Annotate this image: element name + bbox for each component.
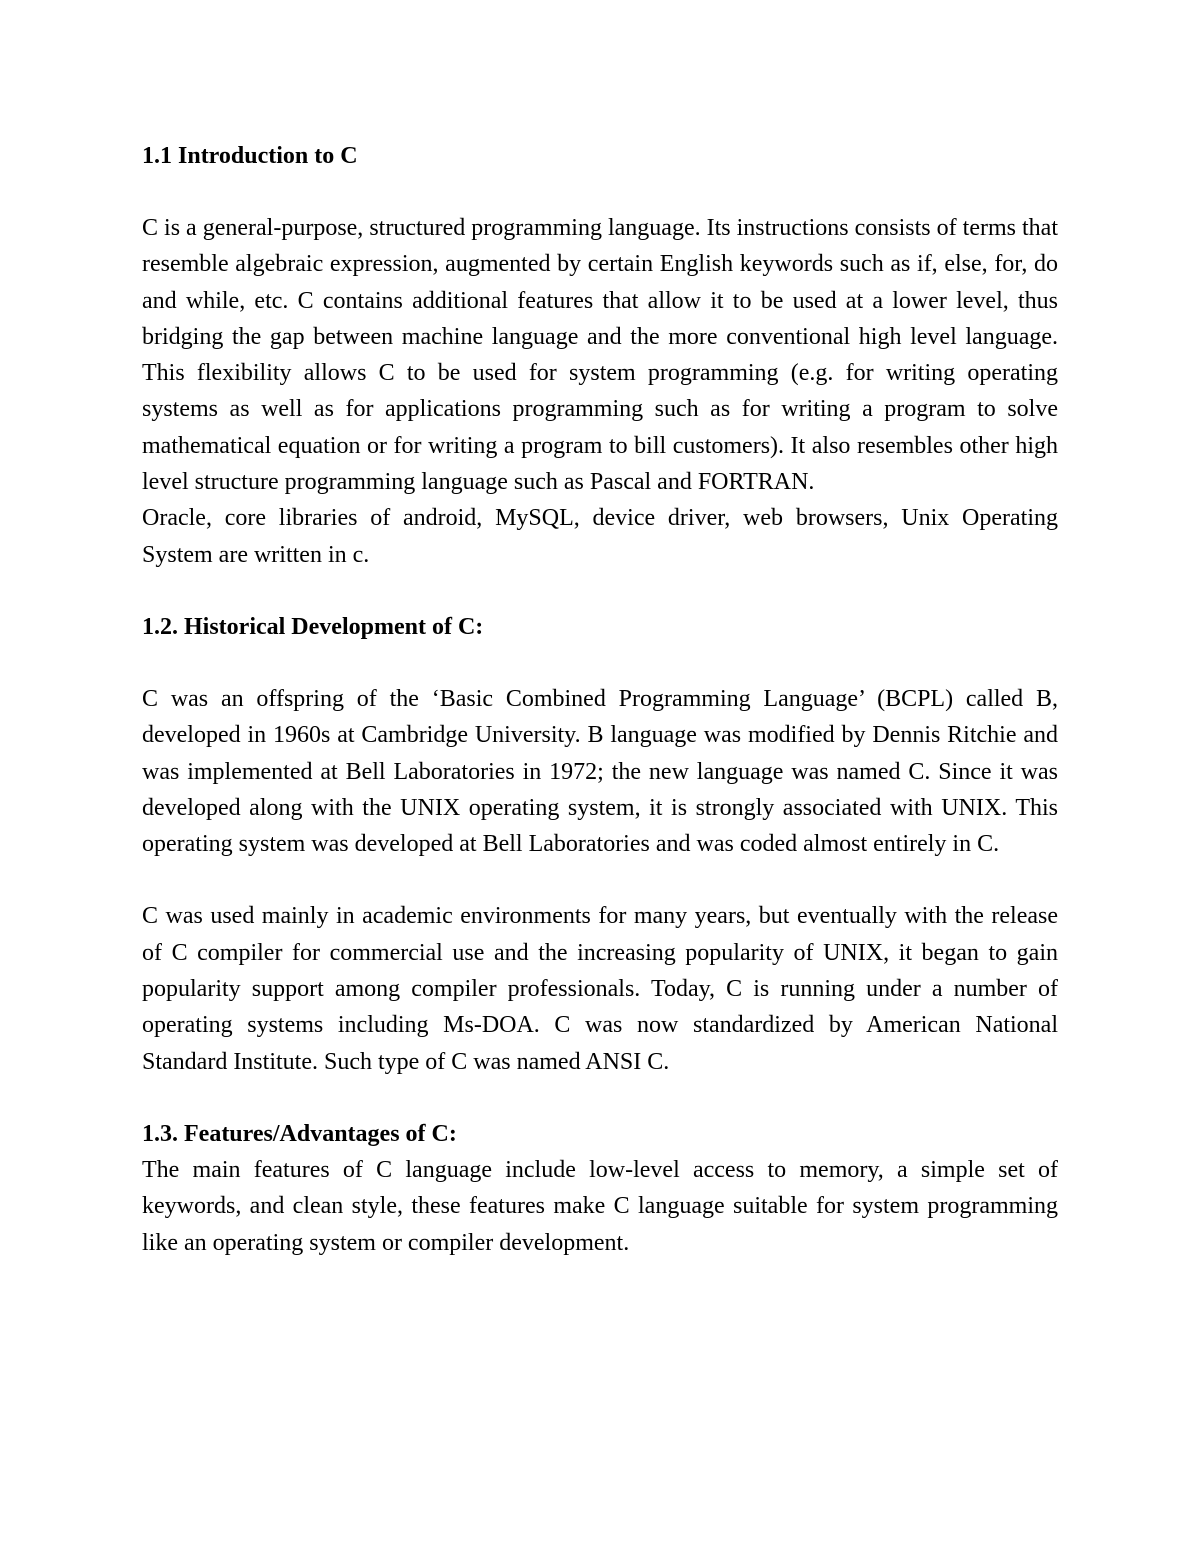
document-body bbox=[142, 138, 1058, 1261]
intro-paragraph-software: Oracle, core libraries of android, MySQL, device driver, web browsers, Unix Operating System are written in c. bbox=[142, 505, 1058, 568]
history-paragraph-ansi: C was used mainly in academic environments for many years, but eventually with the release of C compiler for commercial use and the increasing popularity of UNIX, it began to gain popularity support among compiler professionals. Today, C is running under a number of operating systems including Ms-DOA. C was now standardized by American National Standard Institute. Such type of C was named ANSI C. bbox=[142, 903, 1058, 1075]
history-paragraph: C was an offspring of the ‘Basic Combined Programming Language’ (BCPL) called B, developed in 1960s at Cambridge University. B language was modified by Dennis Ritchie and was implemented at Bell Laboratories in 1972; the new language was named C. Since it was developed along with the UNIX operating system, it is strongly associated with UNIX. This operating system was developed at Bell Laboratories and was coded almost entirely in C. bbox=[142, 685, 1058, 858]
features-paragraph: The main features of C language include low-level access to memory, a simple set of keywords, and clean style, these features make C language suitable for system programming like an operating system or compiler development. bbox=[142, 1156, 1058, 1256]
intro-paragraph: C is a general-purpose, structured programming language. Its instructions consists of terms that resemble algebraic expression, augmented by certain English keywords such as if, else, for, do and while, etc. C contains additional features that allow it to be used at a lower level, thus bridging the gap between machine language and the more conventional high level language. This flexibility allows C to be used for system programming (e.g. for writing operating systems as well as for applications programming such as for writing a program to solve mathematical equation or for writing a program to bill customers). It also resembles other high level structure programming language such as Pascal and FORTRAN. bbox=[142, 215, 1058, 496]
section-heading-features: 1.3. Features/Advantages of C: bbox=[142, 1120, 457, 1147]
section-heading-history: 1.2. Historical Development of C: bbox=[142, 613, 484, 640]
section-heading-intro: 1.1 Introduction to C bbox=[142, 143, 358, 169]
